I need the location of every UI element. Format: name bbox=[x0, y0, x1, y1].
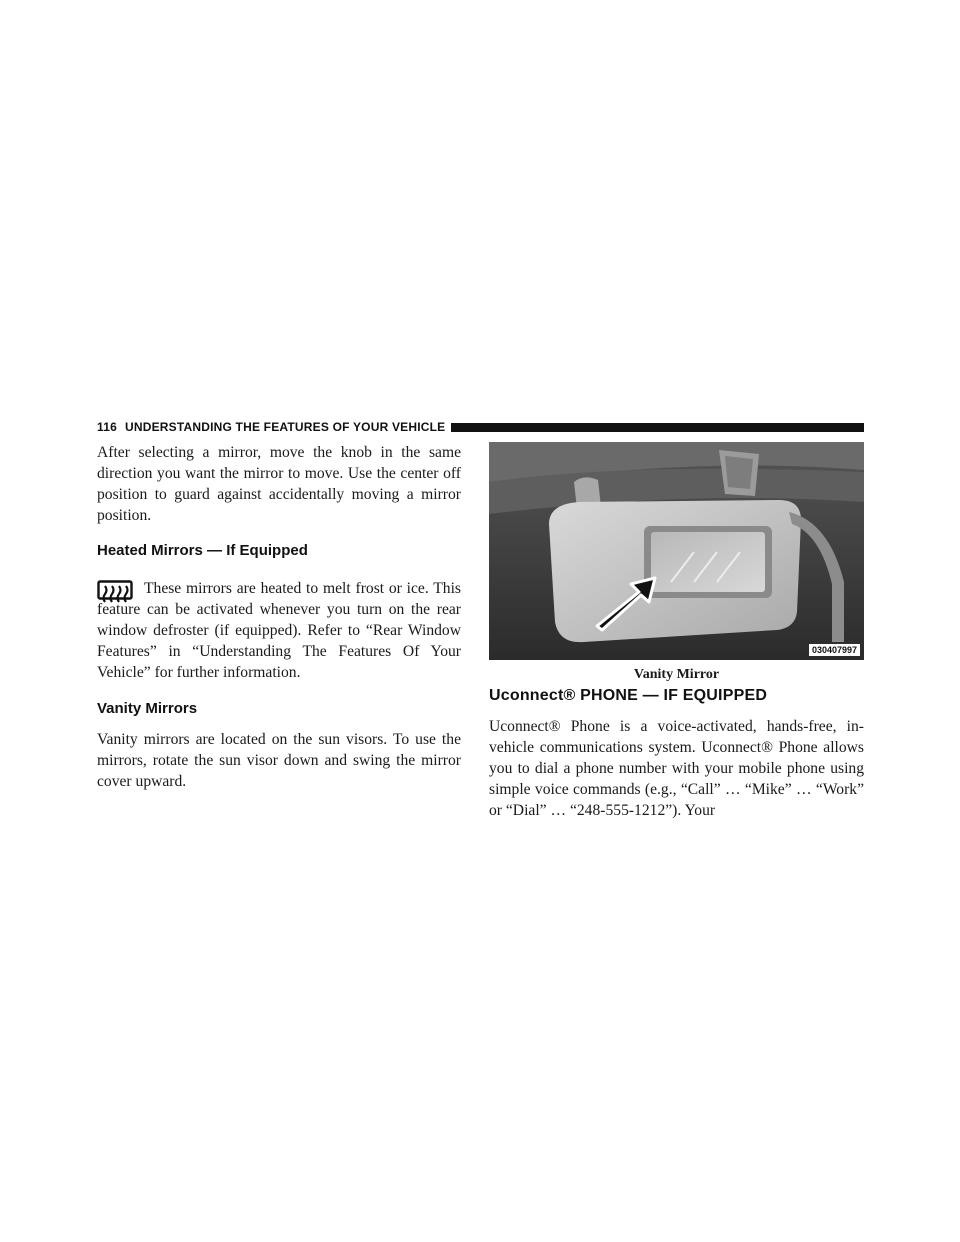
right-column bbox=[489, 442, 864, 821]
rear-defrost-icon bbox=[97, 580, 133, 606]
heated-mirrors-section bbox=[97, 578, 461, 683]
intro-paragraph: After selecting a mirror, move the knob in the same direction you want the mirror to move. Use the center off position to guard against accidentally moving a mirror position. bbox=[97, 444, 461, 524]
figure-caption: Vanity Mirror bbox=[633, 667, 720, 682]
vanity-mirrors-paragraph: Vanity mirrors are located on the sun visors. To use the mirrors, rotate the sun visor down and swing the mirror cover upward. bbox=[97, 731, 461, 790]
left-column bbox=[97, 442, 461, 792]
page-header bbox=[97, 419, 864, 435]
page-number: 116 bbox=[97, 420, 117, 434]
uconnect-phone-heading: Uconnect® PHONE — IF EQUIPPED bbox=[489, 687, 768, 704]
header-rule bbox=[451, 423, 864, 432]
section-title: UNDERSTANDING THE FEATURES OF YOUR VEHICLE bbox=[124, 420, 446, 434]
heated-mirrors-paragraph: These mirrors are heated to melt frost or ice. This feature can be activated whenever you turn on the rear window defroster (if equipped). Refer to “Rear Window Features” in “Understanding The Features Of Your Vehicle” for further information. bbox=[97, 580, 461, 681]
figure-code: 030407997 bbox=[809, 644, 860, 656]
vanity-mirror-illustration bbox=[489, 442, 864, 660]
vanity-mirrors-heading: Vanity Mirrors bbox=[97, 700, 198, 717]
heated-mirrors-heading: Heated Mirrors — If Equipped bbox=[97, 542, 308, 559]
vanity-mirror-figure bbox=[489, 442, 864, 660]
uconnect-phone-paragraph: Uconnect® Phone is a voice-activated, hands-free, in-vehicle communications system. Uconnect® Phone allows you to dial a phone number with your mobile phone using simple voice commands (e.g., “Call” … “Mike” … “Work” or “Dial” … “248-555-1212”). Your bbox=[489, 718, 864, 819]
